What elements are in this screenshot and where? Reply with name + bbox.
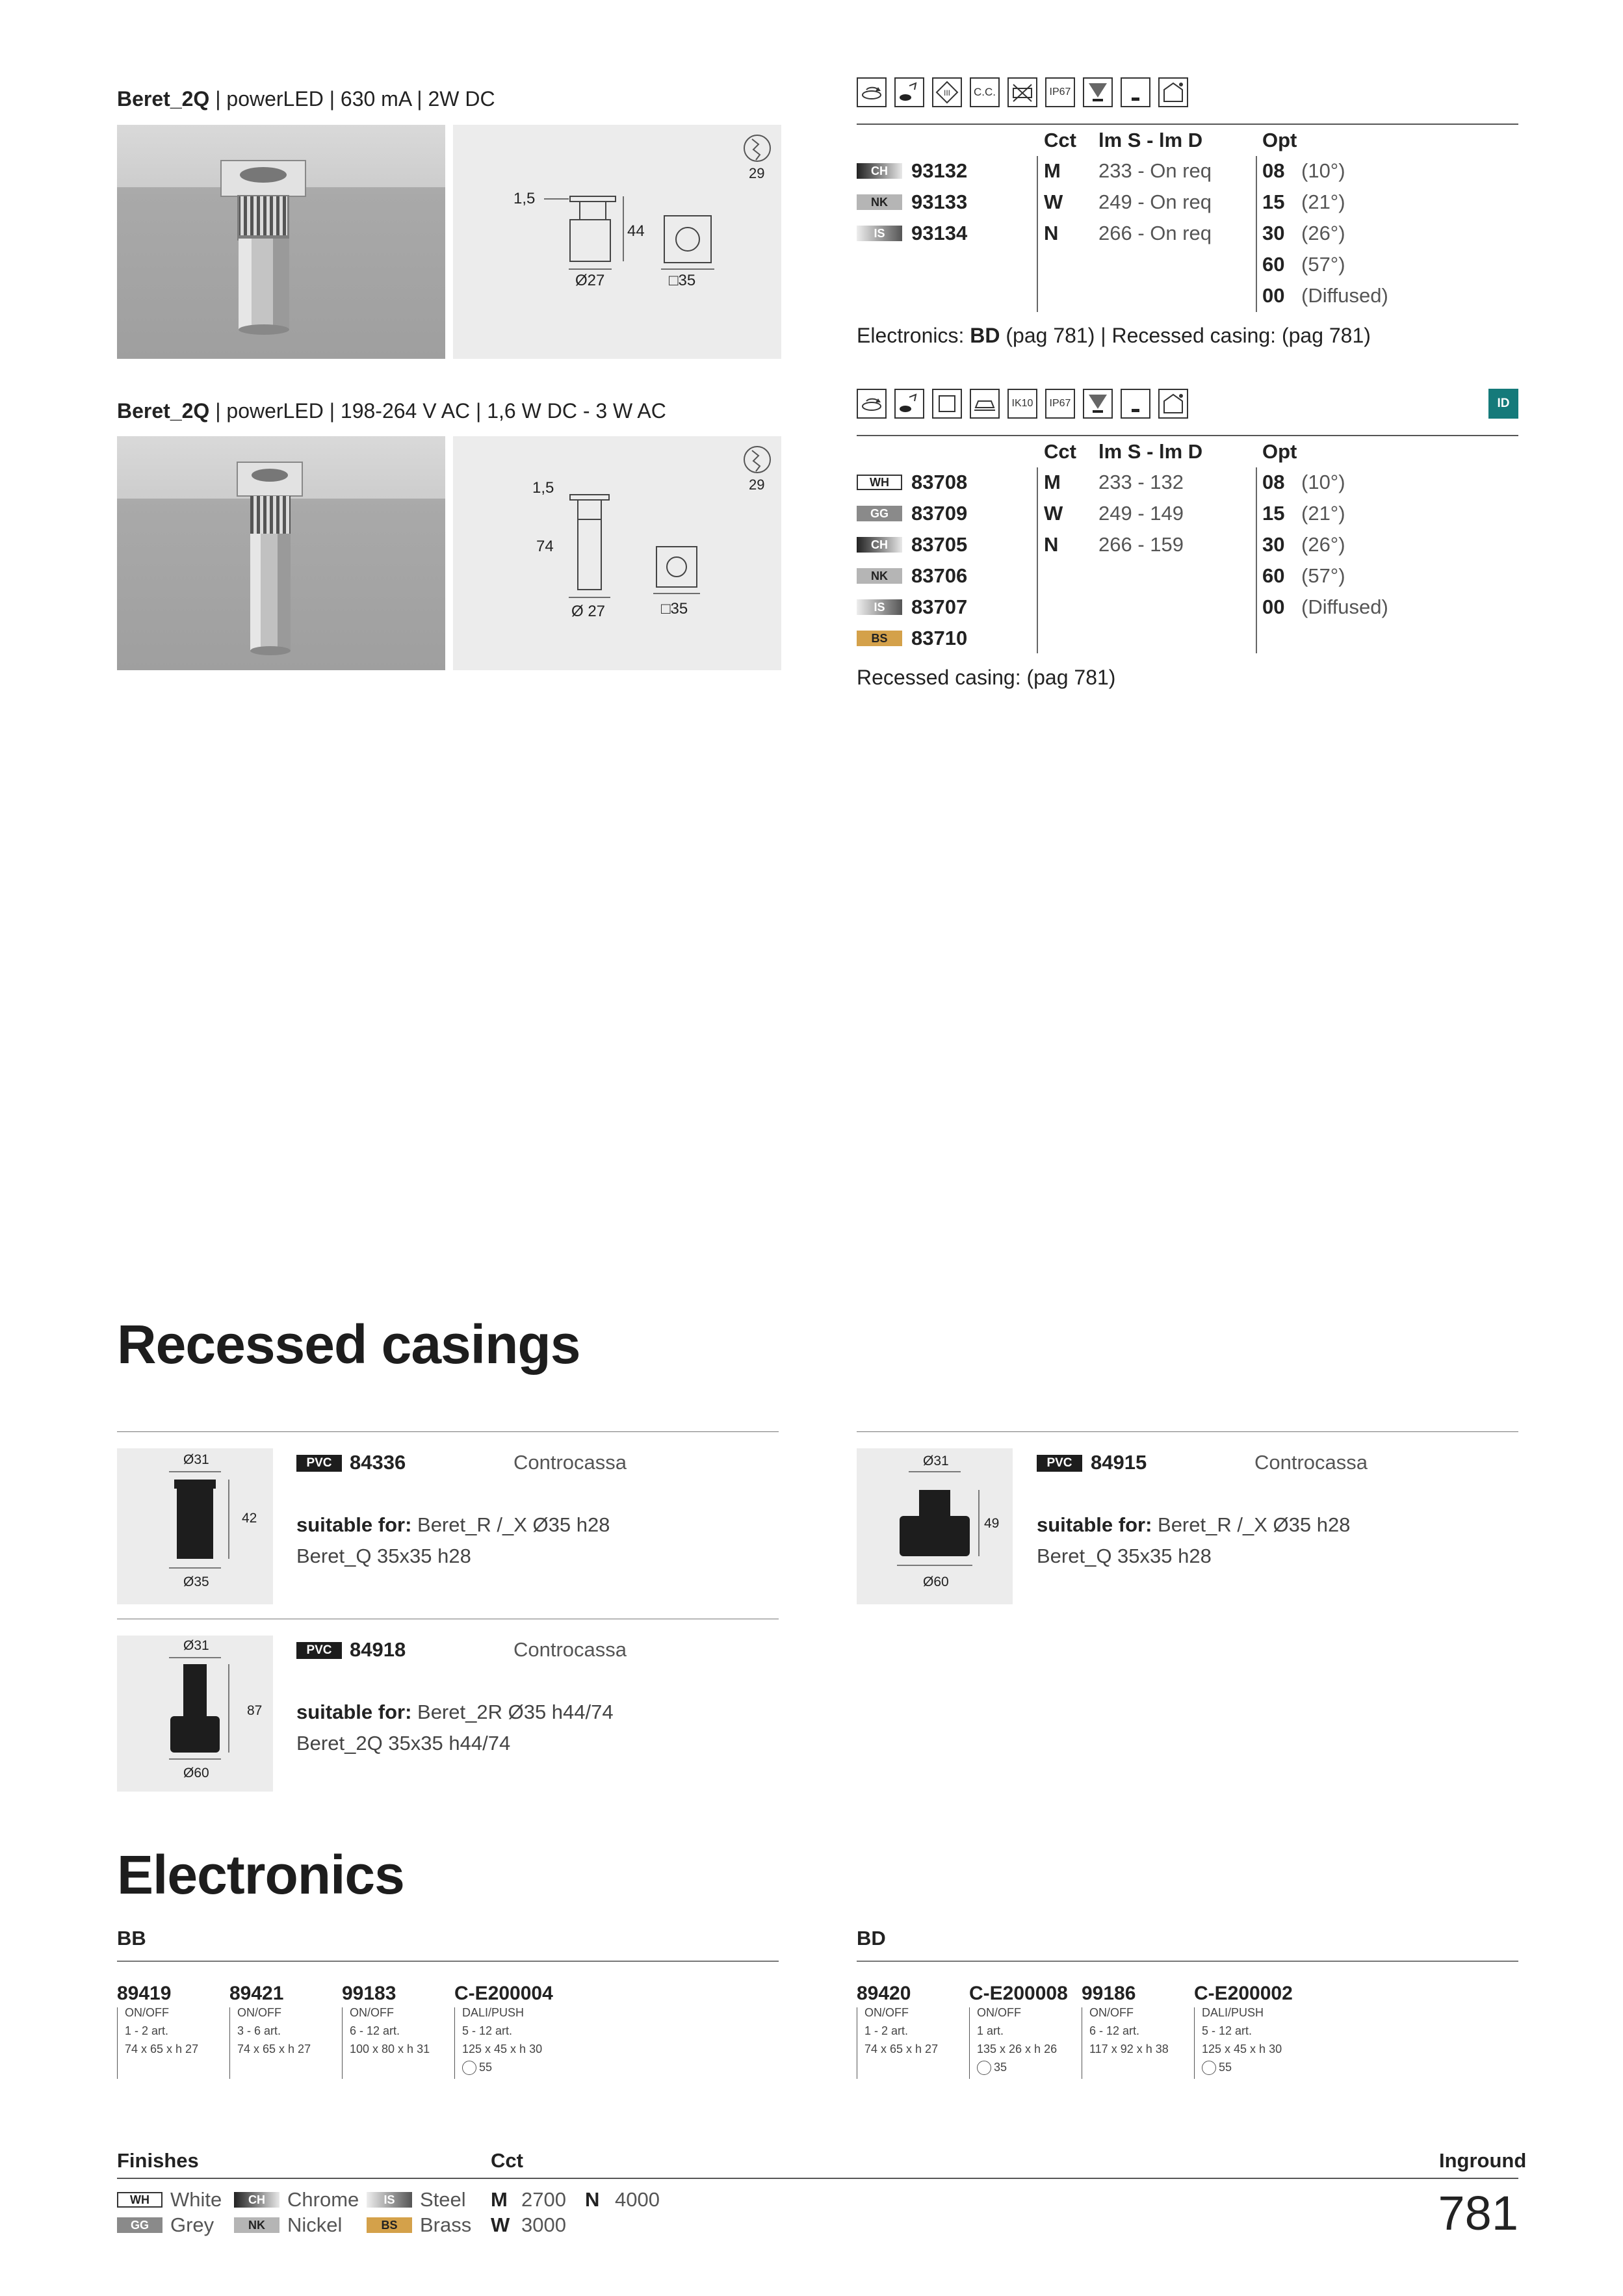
lm-value: 266 - 159 (1098, 533, 1184, 556)
ip67-icon: IP67 (1045, 389, 1075, 419)
ground-icon (1121, 389, 1150, 419)
cct-value: 4000 (615, 2188, 660, 2211)
cutout-icon (977, 2061, 991, 2075)
cct-label: Cct (491, 2149, 523, 2172)
section-name: Inground (1439, 2149, 1527, 2172)
material-badge: PVC (1037, 1455, 1082, 1472)
finish-swatch: BS (367, 2217, 412, 2233)
product-code: 93134 (911, 222, 968, 244)
finish-name: Brass (420, 2213, 472, 2236)
product-2-photo (117, 436, 445, 670)
tilt-icon (894, 77, 924, 107)
col-lm: lm S - lm D (1098, 129, 1203, 151)
opt-value: 60 (1262, 253, 1285, 276)
group-bb-label: BB (117, 1927, 146, 1950)
cct-code: M (491, 2188, 508, 2211)
page-number: 781 (1438, 2186, 1518, 2240)
opt-angle: (26°) (1301, 222, 1345, 244)
finish-name: Nickel (287, 2213, 343, 2236)
finish-swatch: CH (857, 537, 902, 553)
driver-details: ON/OFF 1 - 2 art. 74 x 65 x h 27 (125, 2006, 199, 2055)
finish-swatch: WH (117, 2192, 162, 2208)
finishes-label: Finishes (117, 2149, 199, 2172)
drive-over-icon (970, 389, 1000, 419)
opt-angle: (10°) (1301, 159, 1345, 182)
product-1-note: Electronics: BD (pag 781) | Recessed casing: (pag 781) (857, 324, 1371, 347)
finish-swatch: IS (857, 599, 902, 615)
finish-swatch: GG (857, 506, 902, 521)
casing-suitable-2: Beret_Q 35x35 h28 (296, 1545, 471, 1567)
product-1-photo (117, 125, 445, 359)
opt-angle: (21°) (1301, 190, 1345, 213)
opt-angle: (Diffused) (1301, 284, 1388, 307)
driver-code: 89420 (857, 1983, 911, 2004)
driver-code: 89419 (117, 1983, 172, 2004)
cct-value: 2700 (521, 2188, 566, 2211)
col-cct: Cct (1044, 129, 1076, 151)
driver-code: 99186 (1082, 1983, 1136, 2004)
opt-value: 15 (1262, 190, 1285, 213)
lm-value: 233 - 132 (1098, 471, 1184, 493)
product-code: 83710 (911, 627, 968, 649)
casing-suitable-2: Beret_Q 35x35 h28 (1037, 1545, 1212, 1567)
opt-value: 30 (1262, 533, 1285, 556)
product-code: 93132 (911, 159, 968, 182)
col-opt: Opt (1262, 440, 1297, 463)
casing-code: 84915 (1091, 1451, 1147, 1474)
driver-code: C-E200002 (1194, 1983, 1293, 2004)
casing-2-drawing (857, 1448, 1013, 1604)
height-dim: 44 (627, 222, 645, 240)
lm-value: 249 - 149 (1098, 502, 1184, 525)
id-badge: ID (1488, 389, 1518, 419)
finish-name: White (170, 2188, 222, 2211)
opt-value: 15 (1262, 502, 1285, 525)
finish-name: Chrome (287, 2188, 359, 2211)
driver-details: ON/OFF 6 - 12 art. 100 x 80 x h 31 (350, 2006, 430, 2055)
casing-desc: Controcassa (513, 1638, 627, 1661)
svg-text:III: III (943, 88, 951, 98)
no-cover-icon (1007, 77, 1037, 107)
col-lm: lm S - lm D (1098, 440, 1203, 463)
cct-value: M (1044, 159, 1061, 182)
col-cct: Cct (1044, 440, 1076, 463)
product-2-drawing (453, 436, 781, 670)
casing-top-dim: Ø31 (183, 1638, 209, 1653)
opt-angle: (57°) (1301, 253, 1345, 276)
driver-details: ON/OFF 1 - 2 art. 74 x 65 x h 27 (864, 2006, 939, 2055)
driver-details: DALI/PUSH 5 - 12 art. 125 x 45 x h 30 55 (462, 2003, 542, 2076)
casing-suitable: suitable for: Beret_2R Ø35 h44/74 (296, 1701, 614, 1723)
product-code: 83705 (911, 533, 968, 556)
driver-details: ON/OFF 1 art. 135 x 26 x h 26 35 (977, 2003, 1057, 2076)
casing-suitable: suitable for: Beret_R /_X Ø35 h28 (296, 1513, 610, 1536)
casing-height-dim: 87 (247, 1703, 263, 1718)
diameter-dim: Ø27 (575, 272, 605, 289)
opt-value: 00 (1262, 595, 1285, 618)
casing-suitable: suitable for: Beret_R /_X Ø35 h28 (1037, 1513, 1351, 1536)
product-code: 83706 (911, 564, 968, 587)
cutout-icon (462, 2061, 476, 2075)
height-dim: 74 (536, 538, 554, 555)
material-badge: PVC (296, 1455, 342, 1472)
square-dim: □35 (661, 600, 688, 618)
cct-code: W (491, 2213, 510, 2236)
driver-details: ON/OFF 6 - 12 art. 117 x 92 x h 38 (1089, 2006, 1169, 2055)
ip67-icon: IP67 (1045, 77, 1075, 107)
opt-angle: (57°) (1301, 564, 1345, 587)
casing-code: 84336 (350, 1451, 406, 1474)
opt-value: 00 (1262, 284, 1285, 307)
product-1-drawing (453, 125, 781, 359)
cutout-dim: 29 (749, 476, 765, 493)
finish-swatch: GG (117, 2217, 162, 2233)
product-2-note: Recessed casing: (pag 781) (857, 666, 1116, 689)
opt-angle: (21°) (1301, 502, 1345, 525)
finish-swatch: WH (857, 475, 902, 490)
product-code: 93133 (911, 190, 968, 213)
driver-code: 89421 (229, 1983, 284, 2004)
product-1-title: Beret_2Q | powerLED | 630 mA | 2W DC (117, 87, 495, 111)
house-icon (1158, 77, 1188, 107)
casing-3-drawing (117, 1636, 273, 1792)
casing-code: 84918 (350, 1638, 406, 1661)
flange-dim: 1,5 (532, 479, 554, 497)
cc-icon: C.C. (970, 77, 1000, 107)
rotate-icon (857, 389, 887, 419)
class-ii-icon (932, 389, 962, 419)
driver-details: ON/OFF 3 - 6 art. 74 x 65 x h 27 (237, 2006, 311, 2055)
driver-code: C-E200004 (454, 1983, 553, 2004)
casing-1-drawing (117, 1448, 273, 1604)
cct-value: N (1044, 222, 1059, 244)
beam-down-icon (1083, 77, 1113, 107)
table-2-rule (857, 435, 1518, 436)
opt-angle: (Diffused) (1301, 595, 1388, 618)
casings-title: Recessed casings (117, 1314, 580, 1375)
product-2-title: Beret_2Q | powerLED | 198-264 V AC | 1,6 W DC - 3 W AC (117, 399, 666, 423)
finish-swatch: IS (367, 2192, 412, 2208)
finish-swatch: CH (857, 163, 902, 179)
ik10-icon: IK10 (1007, 389, 1037, 419)
cutout-dim: 29 (749, 165, 765, 181)
opt-value: 30 (1262, 222, 1285, 244)
cct-value: W (1044, 502, 1063, 525)
class-iii-icon (932, 77, 962, 107)
casing-bottom-dim: Ø60 (183, 1766, 209, 1781)
finish-swatch: IS (857, 226, 902, 241)
finish-swatch: BS (857, 631, 902, 646)
ground-icon (1121, 77, 1150, 107)
lm-value: 266 - On req (1098, 222, 1212, 244)
flange-dim: 1,5 (513, 190, 536, 207)
product-code: 83707 (911, 595, 968, 618)
casing-top-dim: Ø31 (183, 1452, 209, 1467)
casing-suitable-2: Beret_2Q 35x35 h44/74 (296, 1732, 511, 1755)
driver-code: 99183 (342, 1983, 396, 2004)
table-1-rule (857, 124, 1518, 125)
rotate-icon (857, 77, 887, 107)
opt-value: 60 (1262, 564, 1285, 587)
lm-value: 233 - On req (1098, 159, 1212, 182)
casing-height-dim: 42 (242, 1511, 257, 1526)
opt-value: 08 (1262, 471, 1285, 493)
square-dim: □35 (669, 272, 696, 289)
group-bd-label: BD (857, 1927, 886, 1950)
casing-bottom-dim: Ø35 (183, 1574, 209, 1589)
lm-value: 249 - On req (1098, 190, 1212, 213)
finish-swatch: NK (857, 194, 902, 210)
finish-swatch: NK (234, 2217, 279, 2233)
finish-swatch: NK (857, 568, 902, 584)
opt-angle: (10°) (1301, 471, 1345, 493)
opt-value: 08 (1262, 159, 1285, 182)
diameter-dim: Ø 27 (571, 603, 606, 620)
casing-top-dim: Ø31 (923, 1454, 949, 1468)
house-icon (1158, 389, 1188, 419)
cct-value: 3000 (521, 2213, 566, 2236)
casing-desc: Controcassa (513, 1451, 627, 1474)
finish-name: Steel (420, 2188, 466, 2211)
col-opt: Opt (1262, 129, 1297, 151)
opt-angle: (26°) (1301, 533, 1345, 556)
finish-name: Grey (170, 2213, 214, 2236)
product-code: 83709 (911, 502, 968, 525)
casing-desc: Controcassa (1254, 1451, 1368, 1474)
cct-value: M (1044, 471, 1061, 493)
cct-code: N (585, 2188, 600, 2211)
casing-bottom-dim: Ø60 (923, 1574, 949, 1589)
tilt-icon (894, 389, 924, 419)
driver-code: C-E200008 (969, 1983, 1068, 2004)
electronics-title: Electronics (117, 1844, 404, 1905)
driver-details: DALI/PUSH 5 - 12 art. 125 x 45 x h 30 55 (1202, 2003, 1282, 2076)
product-code: 83708 (911, 471, 968, 493)
cutout-icon (1202, 2061, 1216, 2075)
finish-swatch: CH (234, 2192, 279, 2208)
cct-value: W (1044, 190, 1063, 213)
beam-down-icon (1083, 389, 1113, 419)
cct-value: N (1044, 533, 1059, 556)
casing-height-dim: 49 (984, 1516, 1000, 1531)
material-badge: PVC (296, 1642, 342, 1659)
